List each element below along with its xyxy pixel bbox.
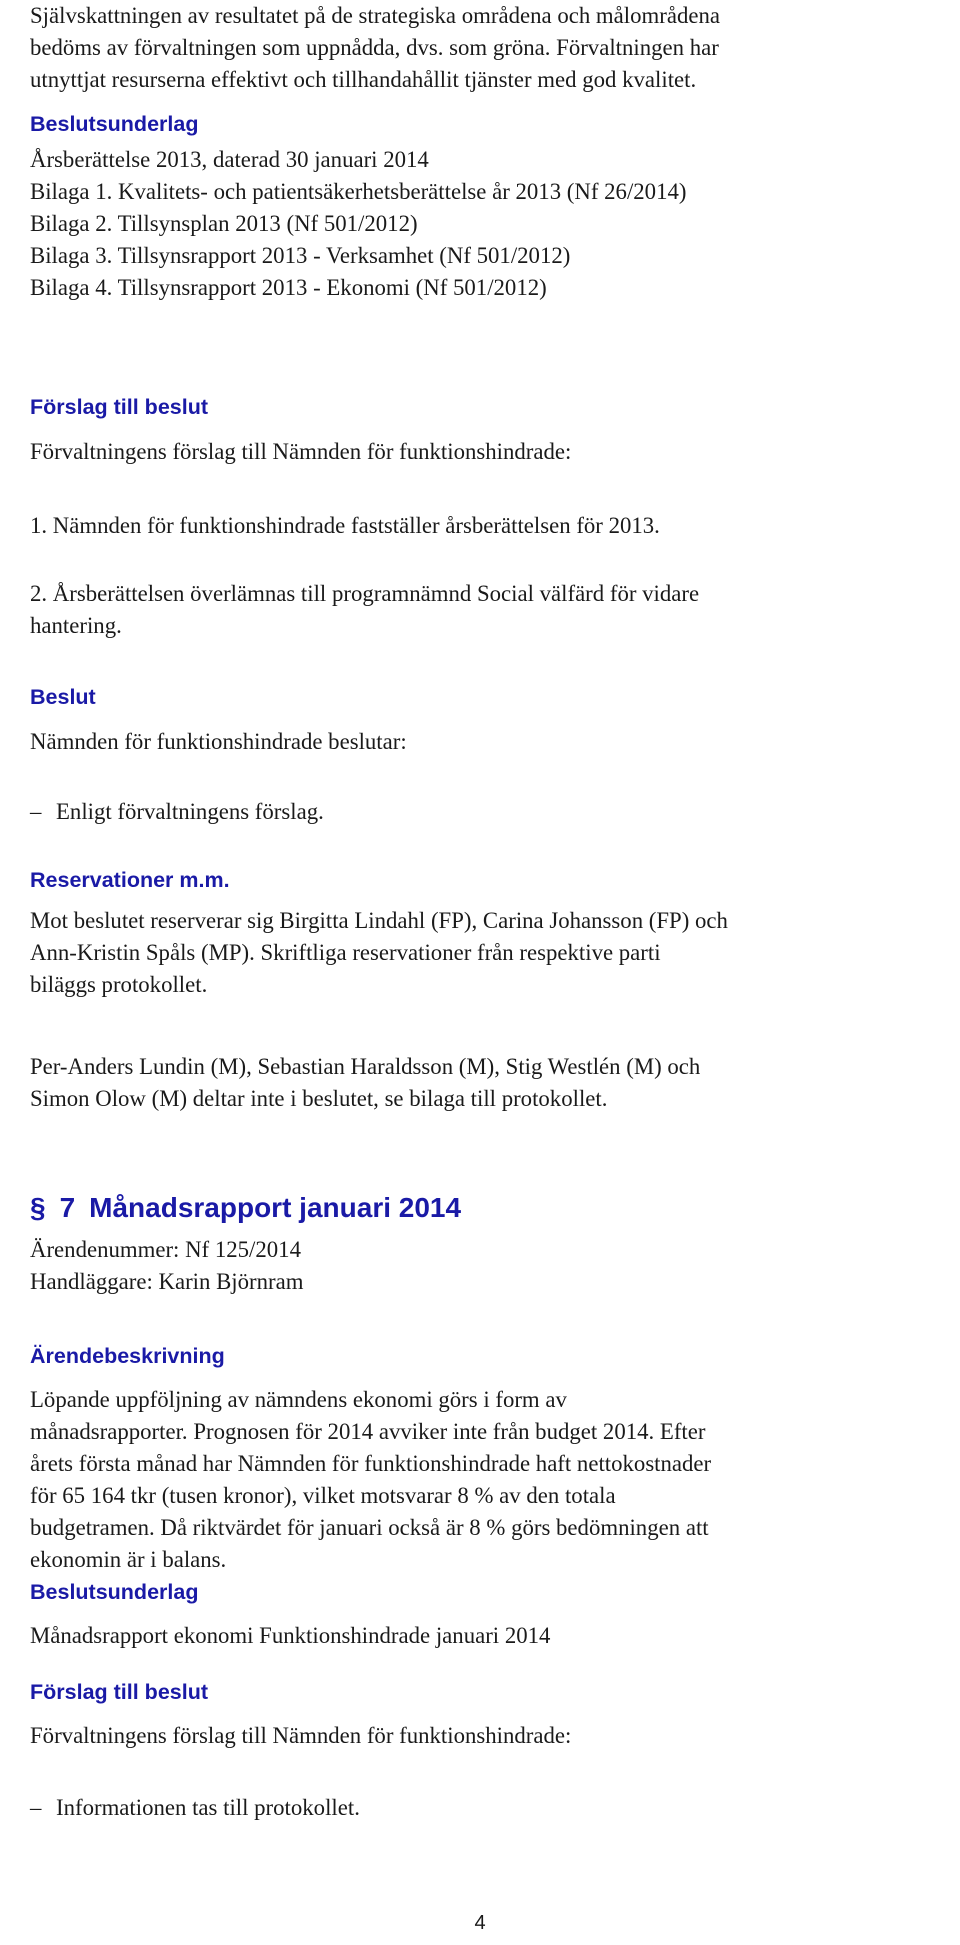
arendenummer: Ärendenummer: Nf 125/2014 — [30, 1237, 301, 1262]
arendebeskrivning-paragraph — [30, 1384, 711, 1576]
beskrivning-line: för 65 164 tkr (tusen kronor), vilket motsvarar 8 % av den totala — [30, 1483, 616, 1508]
deltar-paragraph — [30, 1051, 700, 1115]
beslut-heading: Beslut — [30, 685, 96, 709]
forslag-intro: Förvaltningens förslag till Nämnden för funktionshindrade: — [30, 1723, 572, 1748]
document-item: Bilaga 1. Kvalitets- och patientsäkerhetsberättelse år 2013 (Nf 26/2014) — [30, 179, 687, 204]
forslag-point-line: 2. Årsberättelsen överlämnas till programnämnd Social välfärd för vidare — [30, 581, 700, 606]
reservationer-paragraph — [30, 905, 728, 1001]
reservationer-heading: Reservationer m.m. — [30, 868, 230, 892]
beslut-list-item — [30, 796, 324, 828]
document-item: Bilaga 2. Tillsynsplan 2013 (Nf 501/2012) — [30, 211, 418, 236]
section-symbol: § — [30, 1192, 46, 1223]
document-item: Bilaga 4. Tillsynsrapport 2013 - Ekonomi (Nf 501/2012) — [30, 275, 547, 300]
intro-line: utnyttjat resurserna effektivt och tillhandahållit tjänster med god kvalitet. — [30, 67, 697, 92]
forslag-point — [30, 578, 699, 642]
intro-line: Självskattningen av resultatet på de strategiska områdena och målområdena — [30, 3, 720, 28]
beskrivning-line: budgetramen. Då riktvärdet för januari också är 8 % görs bedömningen att — [30, 1515, 709, 1540]
arende-meta — [30, 1234, 303, 1298]
reservationer-line: biläggs protokollet. — [30, 972, 208, 997]
section-number: 7 — [59, 1192, 76, 1223]
handlaggare: Handläggare: Karin Björnram — [30, 1269, 304, 1294]
forslag-intro: Förvaltningens förslag till Nämnden för funktionshindrade: — [30, 439, 572, 464]
beskrivning-line: årets första månad har Nämnden för funktionshindrade haft nettokostnader — [30, 1451, 712, 1476]
beslut-intro: Nämnden för funktionshindrade beslutar: — [30, 729, 407, 754]
beskrivning-line: Löpande uppföljning av nämndens ekonomi görs i form av — [30, 1387, 567, 1412]
reservationer-line: Mot beslutet reserverar sig Birgitta Lindahl (FP), Carina Johansson (FP) och — [30, 908, 728, 933]
beslutsunderlag-heading: Beslutsunderlag — [30, 1580, 199, 1604]
beslut-list-text: Enligt förvaltningens förslag. — [56, 799, 324, 824]
forslag-heading: Förslag till beslut — [30, 1680, 208, 1704]
forslag-point-line: hantering. — [30, 613, 122, 638]
document-item: Bilaga 3. Tillsynsrapport 2013 - Verksamhet (Nf 501/2012) — [30, 243, 571, 268]
forslag-list-text: Informationen tas till protokollet. — [56, 1795, 360, 1820]
deltar-line: Simon Olow (M) deltar inte i beslutet, se bilaga till protokollet. — [30, 1086, 608, 1111]
deltar-line: Per-Anders Lundin (M), Sebastian Haraldsson (M), Stig Westlén (M) och — [30, 1054, 701, 1079]
document-item: Månadsrapport ekonomi Funktionshindrade januari 2014 — [30, 1623, 551, 1648]
forslag-list-item — [30, 1792, 360, 1824]
beskrivning-line: månadsrapporter. Prognosen för 2014 avviker inte från budget 2014. Efter — [30, 1419, 706, 1444]
page-number: 4 — [474, 1912, 486, 1934]
beskrivning-line: ekonomin är i balans. — [30, 1547, 227, 1572]
dash-bullet: – — [30, 799, 42, 824]
reservationer-line: Ann-Kristin Spåls (MP). Skriftliga reservationer från respektive parti — [30, 940, 661, 965]
intro-line: bedöms av förvaltningen som uppnådda, dvs. som gröna. Förvaltningen har — [30, 35, 719, 60]
forslag-heading: Förslag till beslut — [30, 395, 208, 419]
section-7-heading — [30, 1190, 461, 1226]
section-title: Månadsrapport januari 2014 — [89, 1192, 462, 1223]
beslutsunderlag-heading: Beslutsunderlag — [30, 112, 199, 136]
beslutsunderlag-list — [30, 144, 686, 304]
dash-bullet: – — [30, 1795, 42, 1820]
arendebeskrivning-heading: Ärendebeskrivning — [30, 1344, 225, 1368]
document-item: Årsberättelse 2013, daterad 30 januari 2014 — [30, 147, 429, 172]
forslag-point: 1. Nämnden för funktionshindrade fastställer årsberättelsen för 2013. — [30, 513, 660, 538]
intro-paragraph — [30, 0, 720, 96]
